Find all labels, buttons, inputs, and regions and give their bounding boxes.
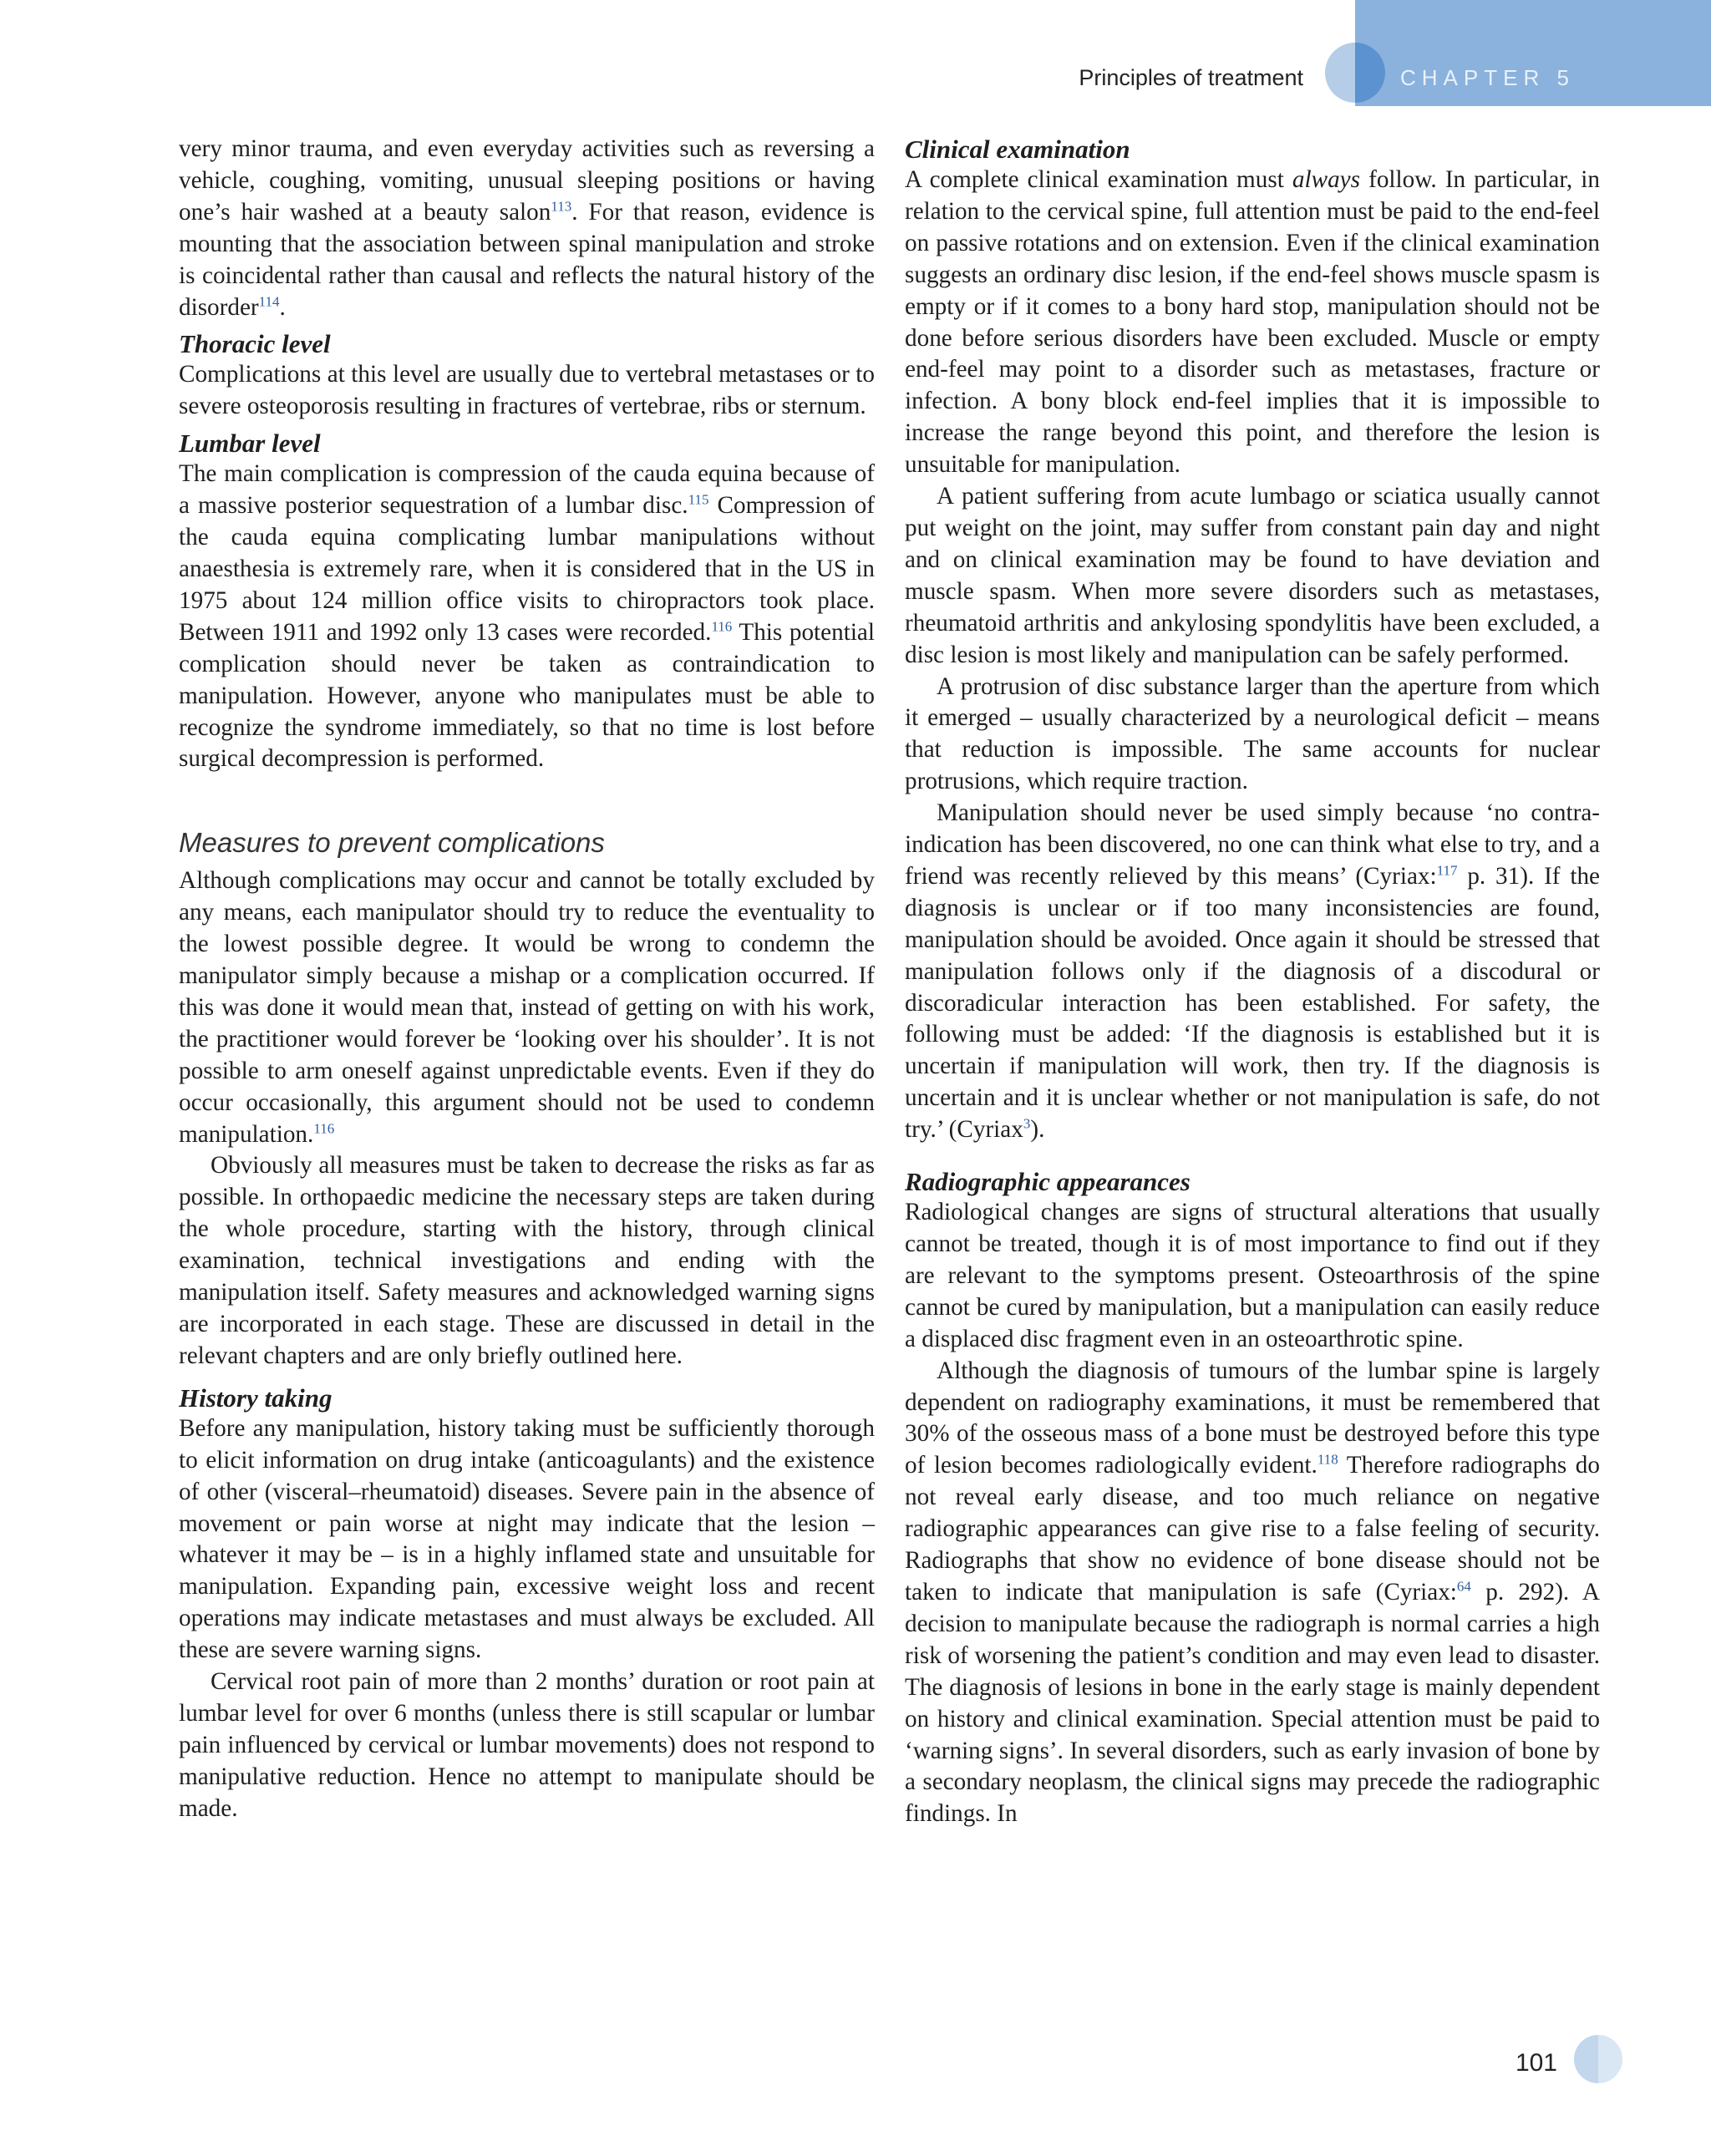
reference-3[interactable]: 3 bbox=[1023, 1115, 1031, 1132]
reference-114[interactable]: 114 bbox=[258, 292, 280, 309]
running-title: Principles of treatment bbox=[1079, 65, 1303, 90]
thoracic-heading: Thoracic level bbox=[179, 329, 331, 359]
lumbar-heading: Lumbar level bbox=[179, 429, 321, 459]
clinical-paragraph-3: A protrusion of disc substance larger than the aperture from which it emerged – usually characterized by a neurological deficit – means that reduction is impossible. The same accounts for nuclear protrusions, which require traction. bbox=[905, 672, 1600, 795]
reference-116[interactable]: 116 bbox=[711, 618, 733, 635]
radiographic-paragraph-2: Although the diagnosis of tumours of the lumbar spine is largely dependent on radiography examinations, it must be remembered that 30% of the osseous mass of a bone must be destroyed before this type of lesion becomes radiologically evident.$^{118}$ Therefore radiographs do not reveal early disease, and too much reliance on negative radiographic appearances can give rise to a false feeling of security. Radiographs that show no evidence of bone disease should not be taken to indicate that manipulation is safe (Cyriax:$^{64}$ p. 292). A decision to manipulate because the radiograph is normal carries a high risk of worsening the patient’s condition and may even lead to disaster. The diagnosis of lesions in bone in the early stage is mainly dependent on history and clinical examination. Special attention must be paid to ‘warning signs’. In several disorders, such as early invasion of bone by a secondary neoplasm, the clinical signs may precede the radiographic findings. In bbox=[905, 1357, 1600, 1828]
radiographic-heading: Radiographic appearances bbox=[905, 1167, 1191, 1197]
right-column bbox=[905, 134, 1600, 1830]
clinical-paragraph-1: A complete clinical examination must always follow. In particular, in relation to the cervical spine, full attention must be paid to the end-feel on passive rotations and on extension. Even if the clinical examination suggests an ordinary disc lesion, if the end-feel shows muscle spasm is empty or if it comes to a bony hard stop, manipulation should not be done before serious disorders have been excluded. Muscle or empty end-feel may point to a disorder such as metastases, fracture or infection. A bony block end-feel implies that it is impossible to increase the range beyond this point, and therefore the lesion is unsuitable for manipulation. bbox=[905, 166, 1600, 479]
history-paragraph-2: Cervical root pain of more than 2 months’ duration or root pain at lumbar level for over 6 months (unless there is still scapular or lumbar pain influenced by cervical or lumbar movements) does not respond to manipulative reduction. Hence no attempt to manipulate should be made. bbox=[179, 1668, 875, 1822]
measures-paragraph-1: Although complications may occur and cannot be totally excluded by any means, each manipulator should try to reduce the eventuality to the lowest possible degree. It would be wrong to condemn the manipulator simply because a mishap or a complication occurred. If this was done it would mean that, instead of getting on with his work, the practitioner would forever be ‘looking over his shoulder’. It is not possible to arm oneself against unpredictable events. Even if they do occur occasionally, this argument should not be used to condemn manipulation.$^{116}$ bbox=[179, 867, 875, 1148]
left-column bbox=[179, 134, 875, 1825]
radiographic-paragraph-1: Radiological changes are signs of structural alterations that usually cannot be treated, though it is of most importance to find out if they are relevant to the symptoms present. Osteoarthrosis of the spine cannot be cured by manipulation, but a manipulation can easily reduce a displaced disc fragment even in an osteoarthrotic spine. bbox=[905, 1199, 1600, 1352]
measures-heading: Measures to prevent complications bbox=[179, 827, 605, 859]
clinical-paragraph-2: A patient suffering from acute lumbago or sciatica usually cannot put weight on the joint, may suffer from constant pain day and night and on clinical examination may be found to have deviation and muscle spasm. When more severe disorders such as metastases, rheumatoid arthritis and ankylosing spondylitis have been excluded, a disc lesion is most likely and manipulation can be safely performed. bbox=[905, 483, 1600, 668]
reference-115[interactable]: 115 bbox=[688, 491, 709, 508]
measures-paragraph-2: Obviously all measures must be taken to decrease the risks as far as possible. In orthopaedic medicine the necessary steps are taken during the whole procedure, starting with the history, through clinical examination, technical investigations and ending with the manipulation itself. Safety measures and acknowledged warning signs are incorporated in each stage. These are discussed in detail in the relevant chapters and are only briefly outlined here. bbox=[179, 1152, 875, 1369]
reference-117[interactable]: 117 bbox=[1436, 862, 1458, 879]
reference-118[interactable]: 118 bbox=[1317, 1451, 1338, 1468]
intro-paragraph: very minor trauma, and even everyday activities such as reversing a vehicle, coughing, vomiting, unusual sleeping positions or having one’s hair washed at a beauty salon$^{113}$. For that reason, evidence is mounting that the association between spinal manipulation and stroke is coincidental rather than causal and reflects the natural history of the disorder$^{114}$. bbox=[179, 135, 875, 321]
lumbar-paragraph: The main complication is compression of the cauda equina because of a massive posterior sequestration of a lumbar disc.$^{115}$ Compression of the cauda equina complicating lumbar manipulations without anaesthesia is extremely rare, when it is considered that in the US in 1975 about 124 million office visits to chiropractors took place. Between 1911 and 1992 only 13 cases were recorded.$^{116}$ This potential complication should never be taken as contraindication to manipulation. However, anyone who manipulates must be able to recognize the syndrome immediately, so that no time is lost before surgical decompression is performed. bbox=[179, 460, 875, 773]
header-circle-ornament bbox=[1325, 43, 1385, 103]
history-paragraph-1: Before any manipulation, history taking must be sufficiently thorough to elicit information on drug intake (anticoagulants) and the existence of other (visceral–rheumatoid) diseases. Severe pain in the absence of movement or pain worse at night may indicate that the lesion – whatever it may be – is in a highly inflamed state and unsuitable for manipulation. Expanding pain, excessive weight loss and recent operations may indicate metastases and must always be excluded. All these are severe warning signs. bbox=[179, 1414, 875, 1664]
reference-113[interactable]: 113 bbox=[551, 198, 572, 215]
page-number-circle-ornament bbox=[1574, 2035, 1622, 2083]
history-heading: History taking bbox=[179, 1382, 333, 1413]
reference-116[interactable]: 116 bbox=[313, 1119, 335, 1136]
chapter-label: CHAPTER 5 bbox=[1400, 65, 1575, 90]
clinical-paragraph-4: Manipulation should never be used simply because ‘no contra-indication has been discovered, no one can think what else to try, and a friend was recently relieved by this means’ (Cyriax:$^{117}$ p. 31). If the diagnosis is unclear or if too many inconsistencies are found, manipulation should be avoided. Once again it should be stressed that manipulation follows only if the diagnosis of a discodural or discoradicular interaction has been established. For safety, the following must be added: ‘If the diagnosis is established but it is uncertain if manipulation will work, then try. If the diagnosis is uncertain and it is unclear whether or not manipulation is safe, do not try.’ (Cyriax$^3$). bbox=[905, 799, 1600, 1144]
reference-64[interactable]: 64 bbox=[1456, 1578, 1471, 1595]
clinical-heading: Clinical examination bbox=[905, 134, 1130, 164]
page-number: 101 bbox=[1515, 2049, 1557, 2077]
thoracic-paragraph: Complications at this level are usually due to vertebral metastases or to severe osteoporosis resulting in fractures of vertebrae, ribs or sternum. bbox=[179, 361, 875, 420]
